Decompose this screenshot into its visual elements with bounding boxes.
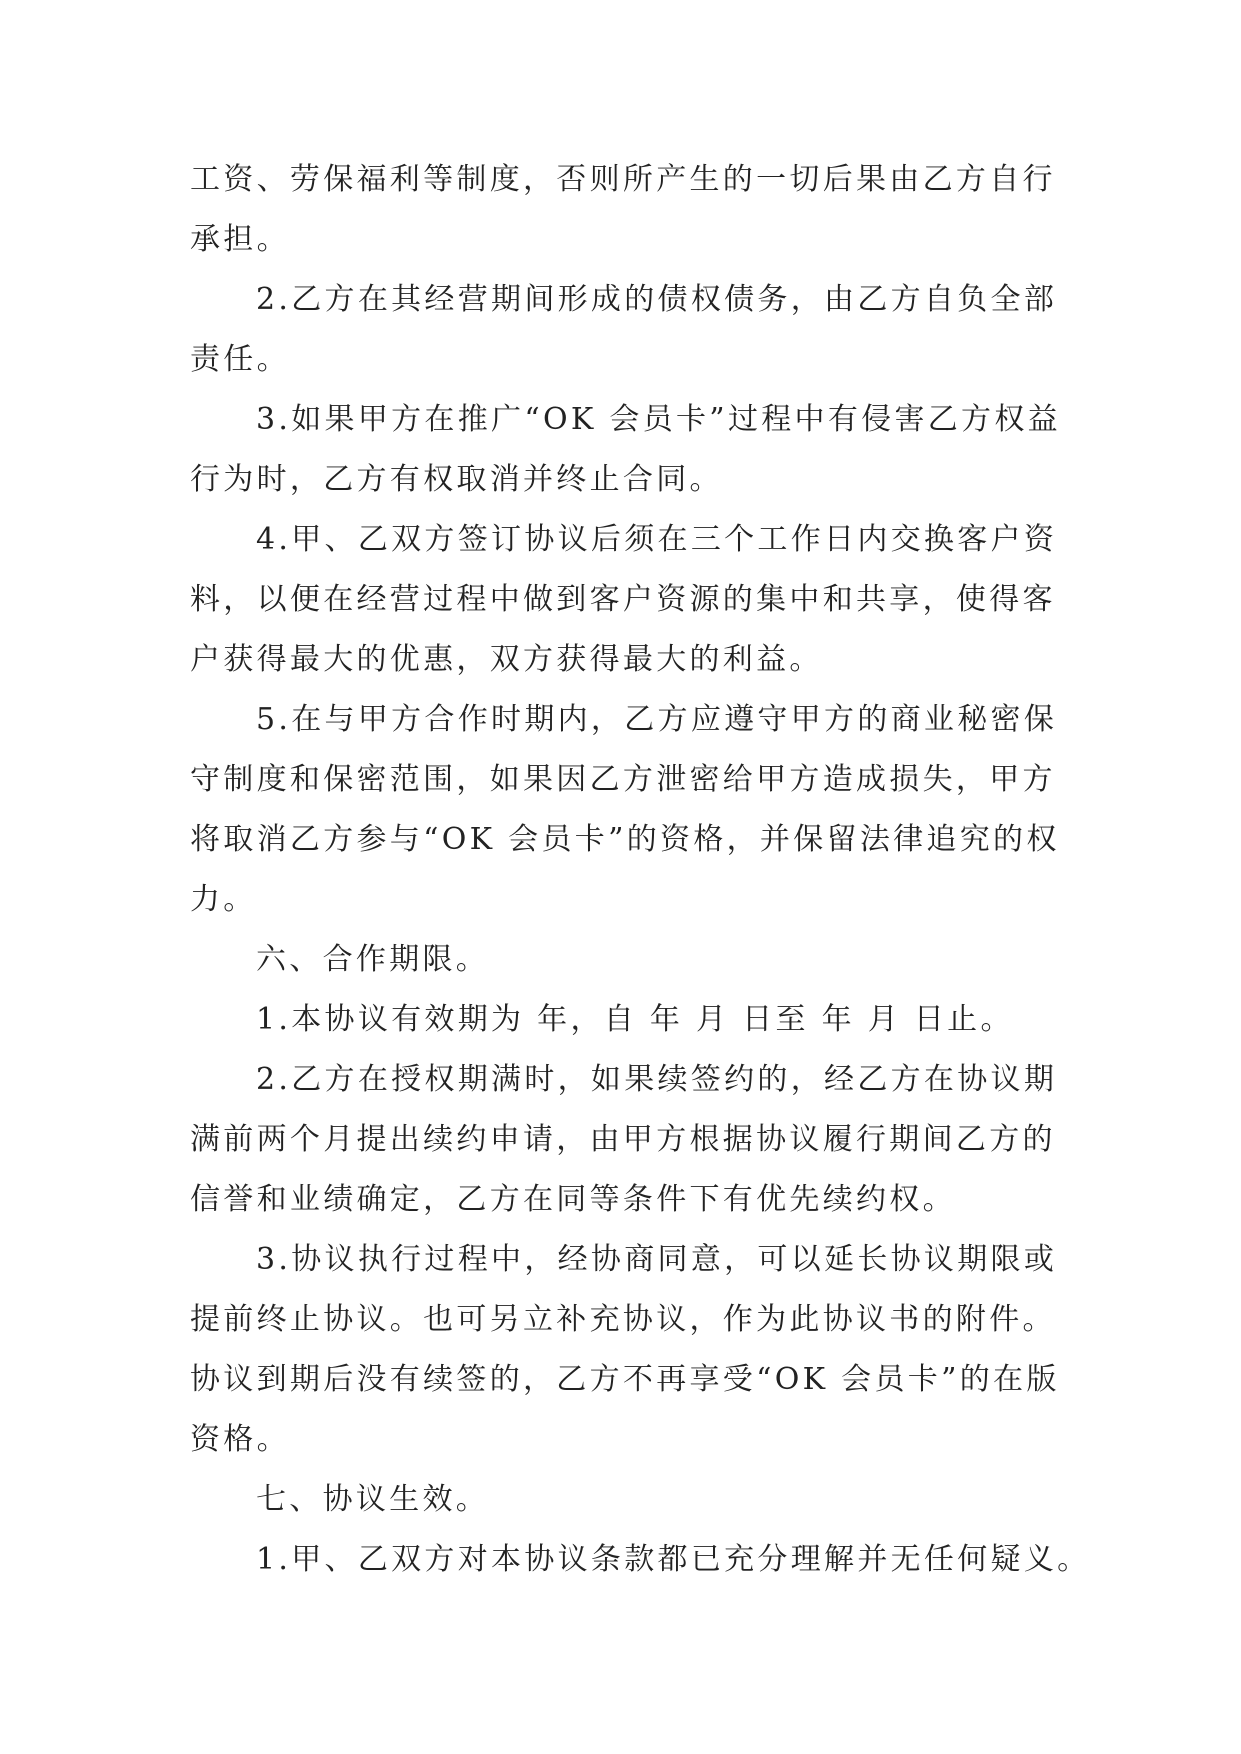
section-heading-6: 六、合作期限。 xyxy=(256,942,490,977)
text-line: 将取消乙方参与“OK 会员卡”的资格，并保留法律追究的权 xyxy=(190,822,1060,857)
document-page xyxy=(190,150,1091,1590)
text-line: 责任。 xyxy=(190,342,290,377)
clause-4: 4.甲、乙双方签订协议后须在三个工作日内交换客户资 xyxy=(256,522,1058,557)
text-line: 承担。 xyxy=(190,222,290,257)
text-line: 守制度和保密范围，如果因乙方泄密给甲方造成损失，甲方 xyxy=(190,762,1056,797)
text-line: 力。 xyxy=(190,882,257,917)
text-line: 行为时，乙方有权取消并终止合同。 xyxy=(190,462,723,497)
clause-5: 5.在与甲方合作时期内，乙方应遵守甲方的商业秘密保 xyxy=(256,702,1058,737)
text-line: 满前两个月提出续约申请，由甲方根据协议履行期间乙方的 xyxy=(190,1122,1056,1157)
text-line: 工资、劳保福利等制度，否则所产生的一切后果由乙方自行 xyxy=(190,162,1056,197)
clause-6-2: 2.乙方在授权期满时，如果续签约的，经乙方在协议期 xyxy=(256,1062,1058,1097)
clause-6-3: 3.协议执行过程中，经协商同意，可以延长协议期限或 xyxy=(256,1242,1058,1277)
text-line: 料，以便在经营过程中做到客户资源的集中和共享，使得客 xyxy=(190,582,1056,617)
text-line: 资格。 xyxy=(190,1422,290,1457)
text-line: 提前终止协议。也可另立补充协议，作为此协议书的附件。 xyxy=(190,1302,1056,1337)
clause-7-1: 1.甲、乙双方对本协议条款都已充分理解并无任何疑义。 xyxy=(256,1542,1091,1577)
clause-3: 3.如果甲方在推广“OK 会员卡”过程中有侵害乙方权益 xyxy=(256,402,1061,437)
section-heading-7: 七、协议生效。 xyxy=(256,1482,490,1517)
clause-2: 2.乙方在其经营期间形成的债权债务，由乙方自负全部 xyxy=(256,282,1058,317)
text-line: 信誉和业绩确定，乙方在同等条件下有优先续约权。 xyxy=(190,1182,956,1217)
text-line: 协议到期后没有续签的，乙方不再享受“OK 会员卡”的在版 xyxy=(190,1362,1060,1397)
clause-6-1: 1.本协议有效期为 年，自 年 月 日至 年 月 日止。 xyxy=(256,1002,1014,1037)
text-line: 户获得最大的优惠，双方获得最大的利益。 xyxy=(190,642,823,677)
